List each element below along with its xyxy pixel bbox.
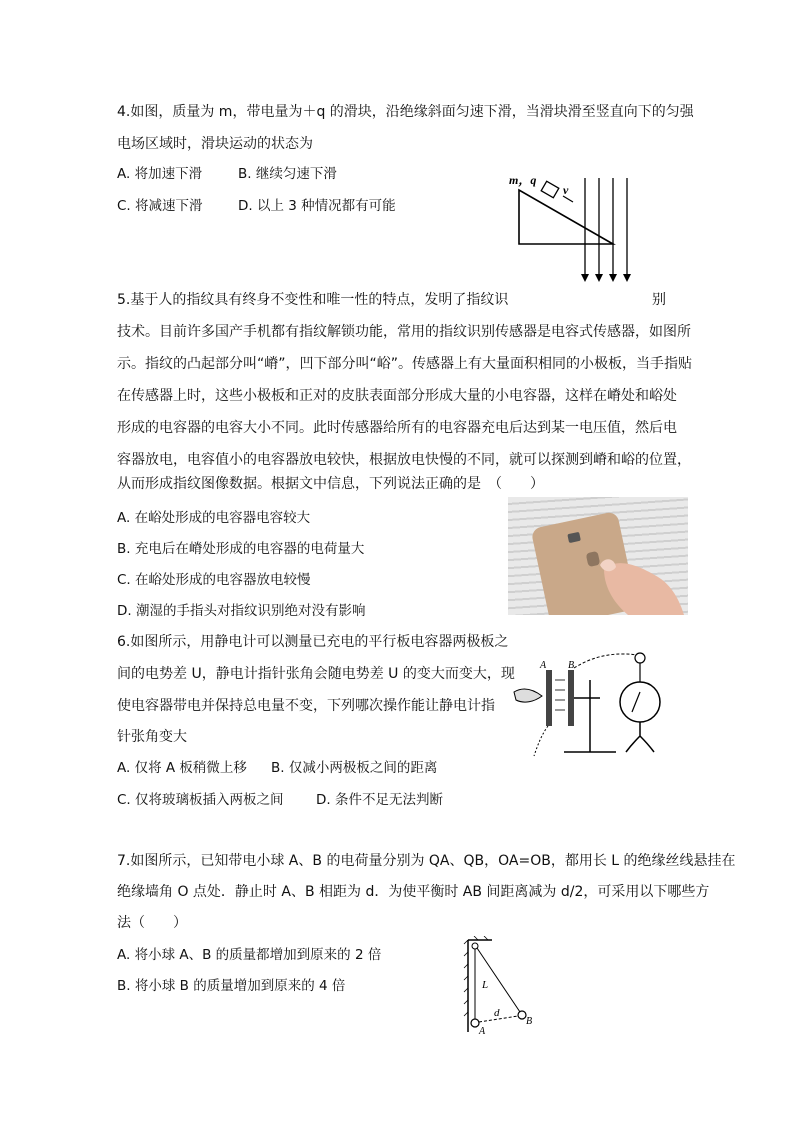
fig-label-plate-b: B [568, 660, 575, 671]
electrometer-stand [626, 722, 654, 752]
q4-option-d: D. 以上 3 种情况都有可能 [238, 198, 396, 214]
fig-label-ball-a: A [479, 1026, 486, 1036]
ball-b [518, 1011, 526, 1019]
q6-stem-line1: 6.如图所示，用静电计可以测量已充电的平行板电容器两极板之 [117, 634, 509, 650]
fig-label-velocity: v [563, 183, 569, 197]
q5-stem-line3: 示。指纹的凸起部分叫“嵴”，凹下部分叫“峪”。传感器上有大量面积相同的小极板，当手指贴 [117, 356, 693, 372]
field-arrowhead-2 [595, 274, 603, 282]
q6-stem-line4: 针张角变大 [117, 729, 187, 745]
q7-pendulum-figure [462, 936, 552, 1036]
q6-option-b: B. 仅减小两极板之间的距离 [271, 760, 438, 776]
q7-option-b: B. 将小球 B 的质量增加到原来的 4 倍 [117, 978, 346, 994]
q6-electrometer-figure [510, 640, 690, 765]
q5-option-b: B. 充电后在嵴处形成的电容器的电荷量大 [117, 541, 365, 557]
q5-stem-line6: 容器放电，电容值小的电容器放电较快，根据放电快慢的不同，就可以探测到嵴和峪的位置， [117, 452, 691, 468]
q5-option-c: C. 在峪处形成的电容器放电较慢 [117, 572, 311, 588]
ball-a [471, 1019, 479, 1027]
hand [514, 689, 542, 702]
q6-stem-line3: 使电容器带电并保持总电量不变，下列哪次操作能让静电计指 [117, 698, 495, 714]
q4-stem-line1: 4.如图，质量为 m，带电量为＋q 的滑块，沿绝缘斜面匀速下滑，当滑块滑至竖直向下的匀强 [117, 104, 694, 120]
q5-fingerprint-phone-photo [508, 497, 688, 615]
field-arrowhead-4 [623, 274, 631, 282]
q4-stem-line2: 电场区域时，滑块运动的状态为 [117, 136, 313, 152]
fig-label-plate-a: A [540, 660, 547, 671]
phone-hand-illustration [508, 497, 688, 615]
fig-label-mass-charge: m，q [509, 173, 537, 187]
q6-option-a: A. 仅将 A 板稍微上移 [117, 760, 247, 776]
electrometer-knob [635, 653, 645, 663]
q5-option-d: D. 潮湿的手指头对指纹识别绝对没有影响 [117, 603, 366, 619]
q5-stem-line4: 在传感器上时，这些小极板和正对的皮肤表面部分形成大量的小电容器，这样在嵴处和峪处 [117, 388, 677, 404]
q6-stem-line2: 间的电势差 U，静电计指针张角会随电势差 U 的变大而变大，现 [117, 666, 515, 682]
q4-option-b: B. 继续匀速下滑 [238, 166, 337, 182]
fig-label-ball-b: B [526, 1016, 533, 1027]
q4-option-c: C. 将减速下滑 [117, 198, 203, 214]
stand-base [564, 744, 616, 752]
field-arrowhead-1 [581, 274, 589, 282]
fig-label-distance: d [494, 1007, 500, 1019]
q6-option-c: C. 仅将玻璃板插入两板之间 [117, 792, 284, 808]
q5-stem-line7: 从而形成指纹图像数据。根据文中信息，下列说法正确的是 （ ） [117, 476, 544, 492]
q5-option-a: A. 在峪处形成的电容器电容较大 [117, 510, 311, 526]
q5-stem-line5: 形成的电容器的电容大小不同。此时传感器给所有的电容器充电后达到某一电压值，然后电 [117, 420, 677, 436]
plate-b [568, 670, 574, 726]
q7-stem-line3: 法（ ） [117, 915, 187, 931]
connecting-wire [574, 654, 638, 668]
electrometer-case [620, 682, 660, 722]
q5-stem-line2: 技术。目前许多国产手机都有指纹解锁功能，常用的指纹识别传感器是电容式传感器，如图所 [117, 324, 691, 340]
fig-label-length: L [482, 979, 489, 991]
q4-option-a: A. 将加速下滑 [117, 166, 203, 182]
slider-block [541, 181, 559, 198]
q5-stem-line1-tail: 别 [652, 292, 666, 308]
plate-a [546, 670, 552, 726]
q4-incline-figure [505, 170, 650, 285]
ground-wire [534, 726, 548, 756]
q7-option-a: A. 将小球 A、B 的质量都增加到原来的 2 倍 [117, 947, 382, 963]
q6-option-d: D. 条件不足无法判断 [316, 792, 443, 808]
field-arrowhead-3 [609, 274, 617, 282]
q7-stem-line2: 绝缘墙角 O 点处．静止时 A、B 相距为 d．为使平衡时 AB 间距离减为 d/2，可采用以下哪些方 [117, 884, 710, 900]
q7-stem-line1: 7.如图所示，已知带电小球 A、B 的电荷量分别为 QA、QB，OA=OB，都用长 L 的绝缘丝线悬挂在 [117, 853, 736, 869]
q5-stem-line1: 5.基于人的指纹具有终身不变性和唯一性的特点，发明了指纹识 [117, 292, 509, 308]
